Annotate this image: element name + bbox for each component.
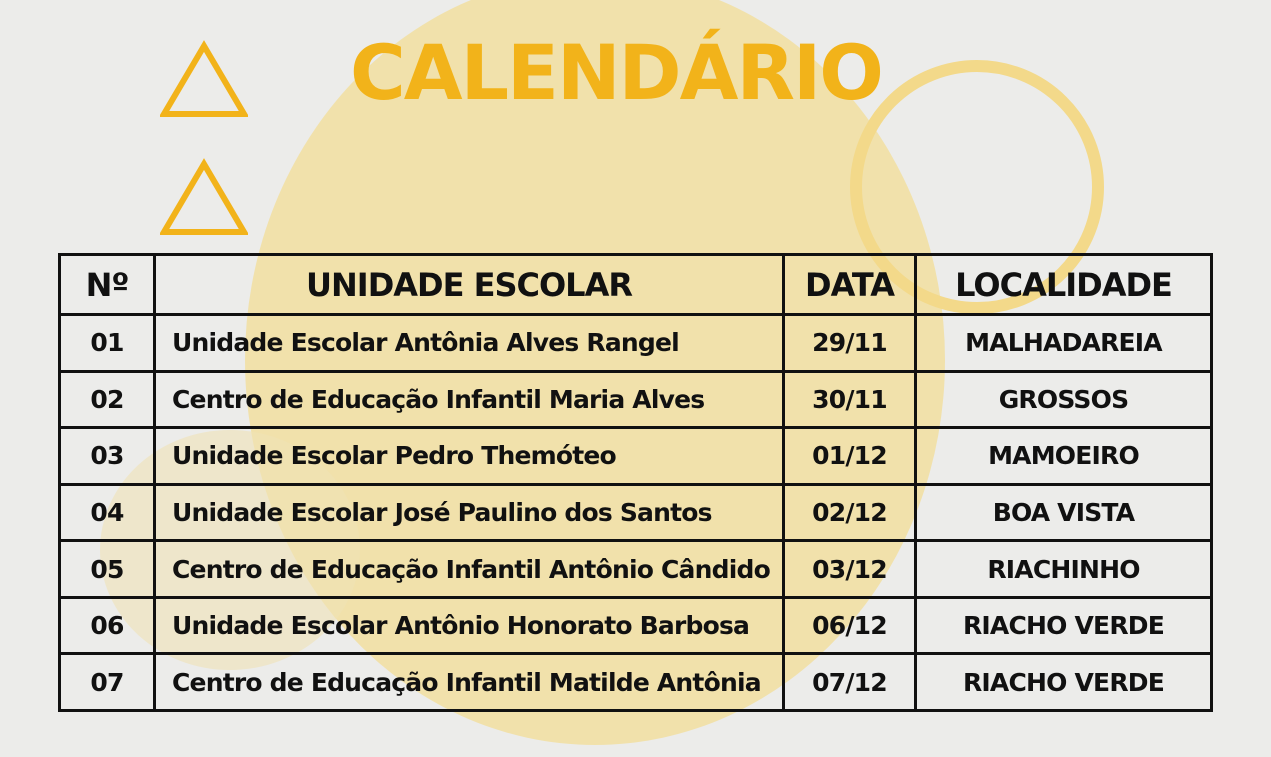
cell-number: 07 — [60, 654, 155, 711]
cell-date: 06/12 — [784, 597, 916, 654]
cell-school: Centro de Educação Infantil Matilde Antônia — [155, 654, 784, 711]
triangle-icon — [160, 40, 248, 118]
page-title: CALENDÁRIO — [350, 28, 882, 117]
cell-location: BOA VISTA — [916, 484, 1212, 541]
cell-location: MAMOEIRO — [916, 428, 1212, 485]
cell-school: Unidade Escolar José Paulino dos Santos — [155, 484, 784, 541]
cell-school: Centro de Educação Infantil Maria Alves — [155, 371, 784, 428]
cell-location: GROSSOS — [916, 371, 1212, 428]
cell-date: 01/12 — [784, 428, 916, 485]
cell-location: RIACHO VERDE — [916, 654, 1212, 711]
cell-date: 07/12 — [784, 654, 916, 711]
calendar-table — [58, 253, 1213, 712]
cell-school: Unidade Escolar Pedro Themóteo — [155, 428, 784, 485]
cell-number: 03 — [60, 428, 155, 485]
cell-location: RIACHO VERDE — [916, 597, 1212, 654]
cell-date: 30/11 — [784, 371, 916, 428]
cell-location: MALHADAREIA — [916, 315, 1212, 372]
table-row — [60, 315, 1212, 372]
cell-number: 04 — [60, 484, 155, 541]
table-header-row — [60, 255, 1212, 315]
table-row — [60, 428, 1212, 485]
cell-date: 03/12 — [784, 541, 916, 598]
header-number: Nº — [60, 255, 155, 315]
table-row — [60, 371, 1212, 428]
header-date: DATA — [784, 255, 916, 315]
cell-number: 06 — [60, 597, 155, 654]
cell-date: 29/11 — [784, 315, 916, 372]
cell-number: 05 — [60, 541, 155, 598]
header-location: LOCALIDADE — [916, 255, 1212, 315]
cell-number: 02 — [60, 371, 155, 428]
cell-school: Unidade Escolar Antônia Alves Rangel — [155, 315, 784, 372]
cell-number: 01 — [60, 315, 155, 372]
table-row — [60, 484, 1212, 541]
cell-date: 02/12 — [784, 484, 916, 541]
triangle-icon — [160, 158, 248, 236]
cell-location: RIACHINHO — [916, 541, 1212, 598]
table-row — [60, 597, 1212, 654]
table-row — [60, 541, 1212, 598]
cell-school: Centro de Educação Infantil Antônio Cândido — [155, 541, 784, 598]
cell-school: Unidade Escolar Antônio Honorato Barbosa — [155, 597, 784, 654]
table-row — [60, 654, 1212, 711]
header-school: UNIDADE ESCOLAR — [155, 255, 784, 315]
